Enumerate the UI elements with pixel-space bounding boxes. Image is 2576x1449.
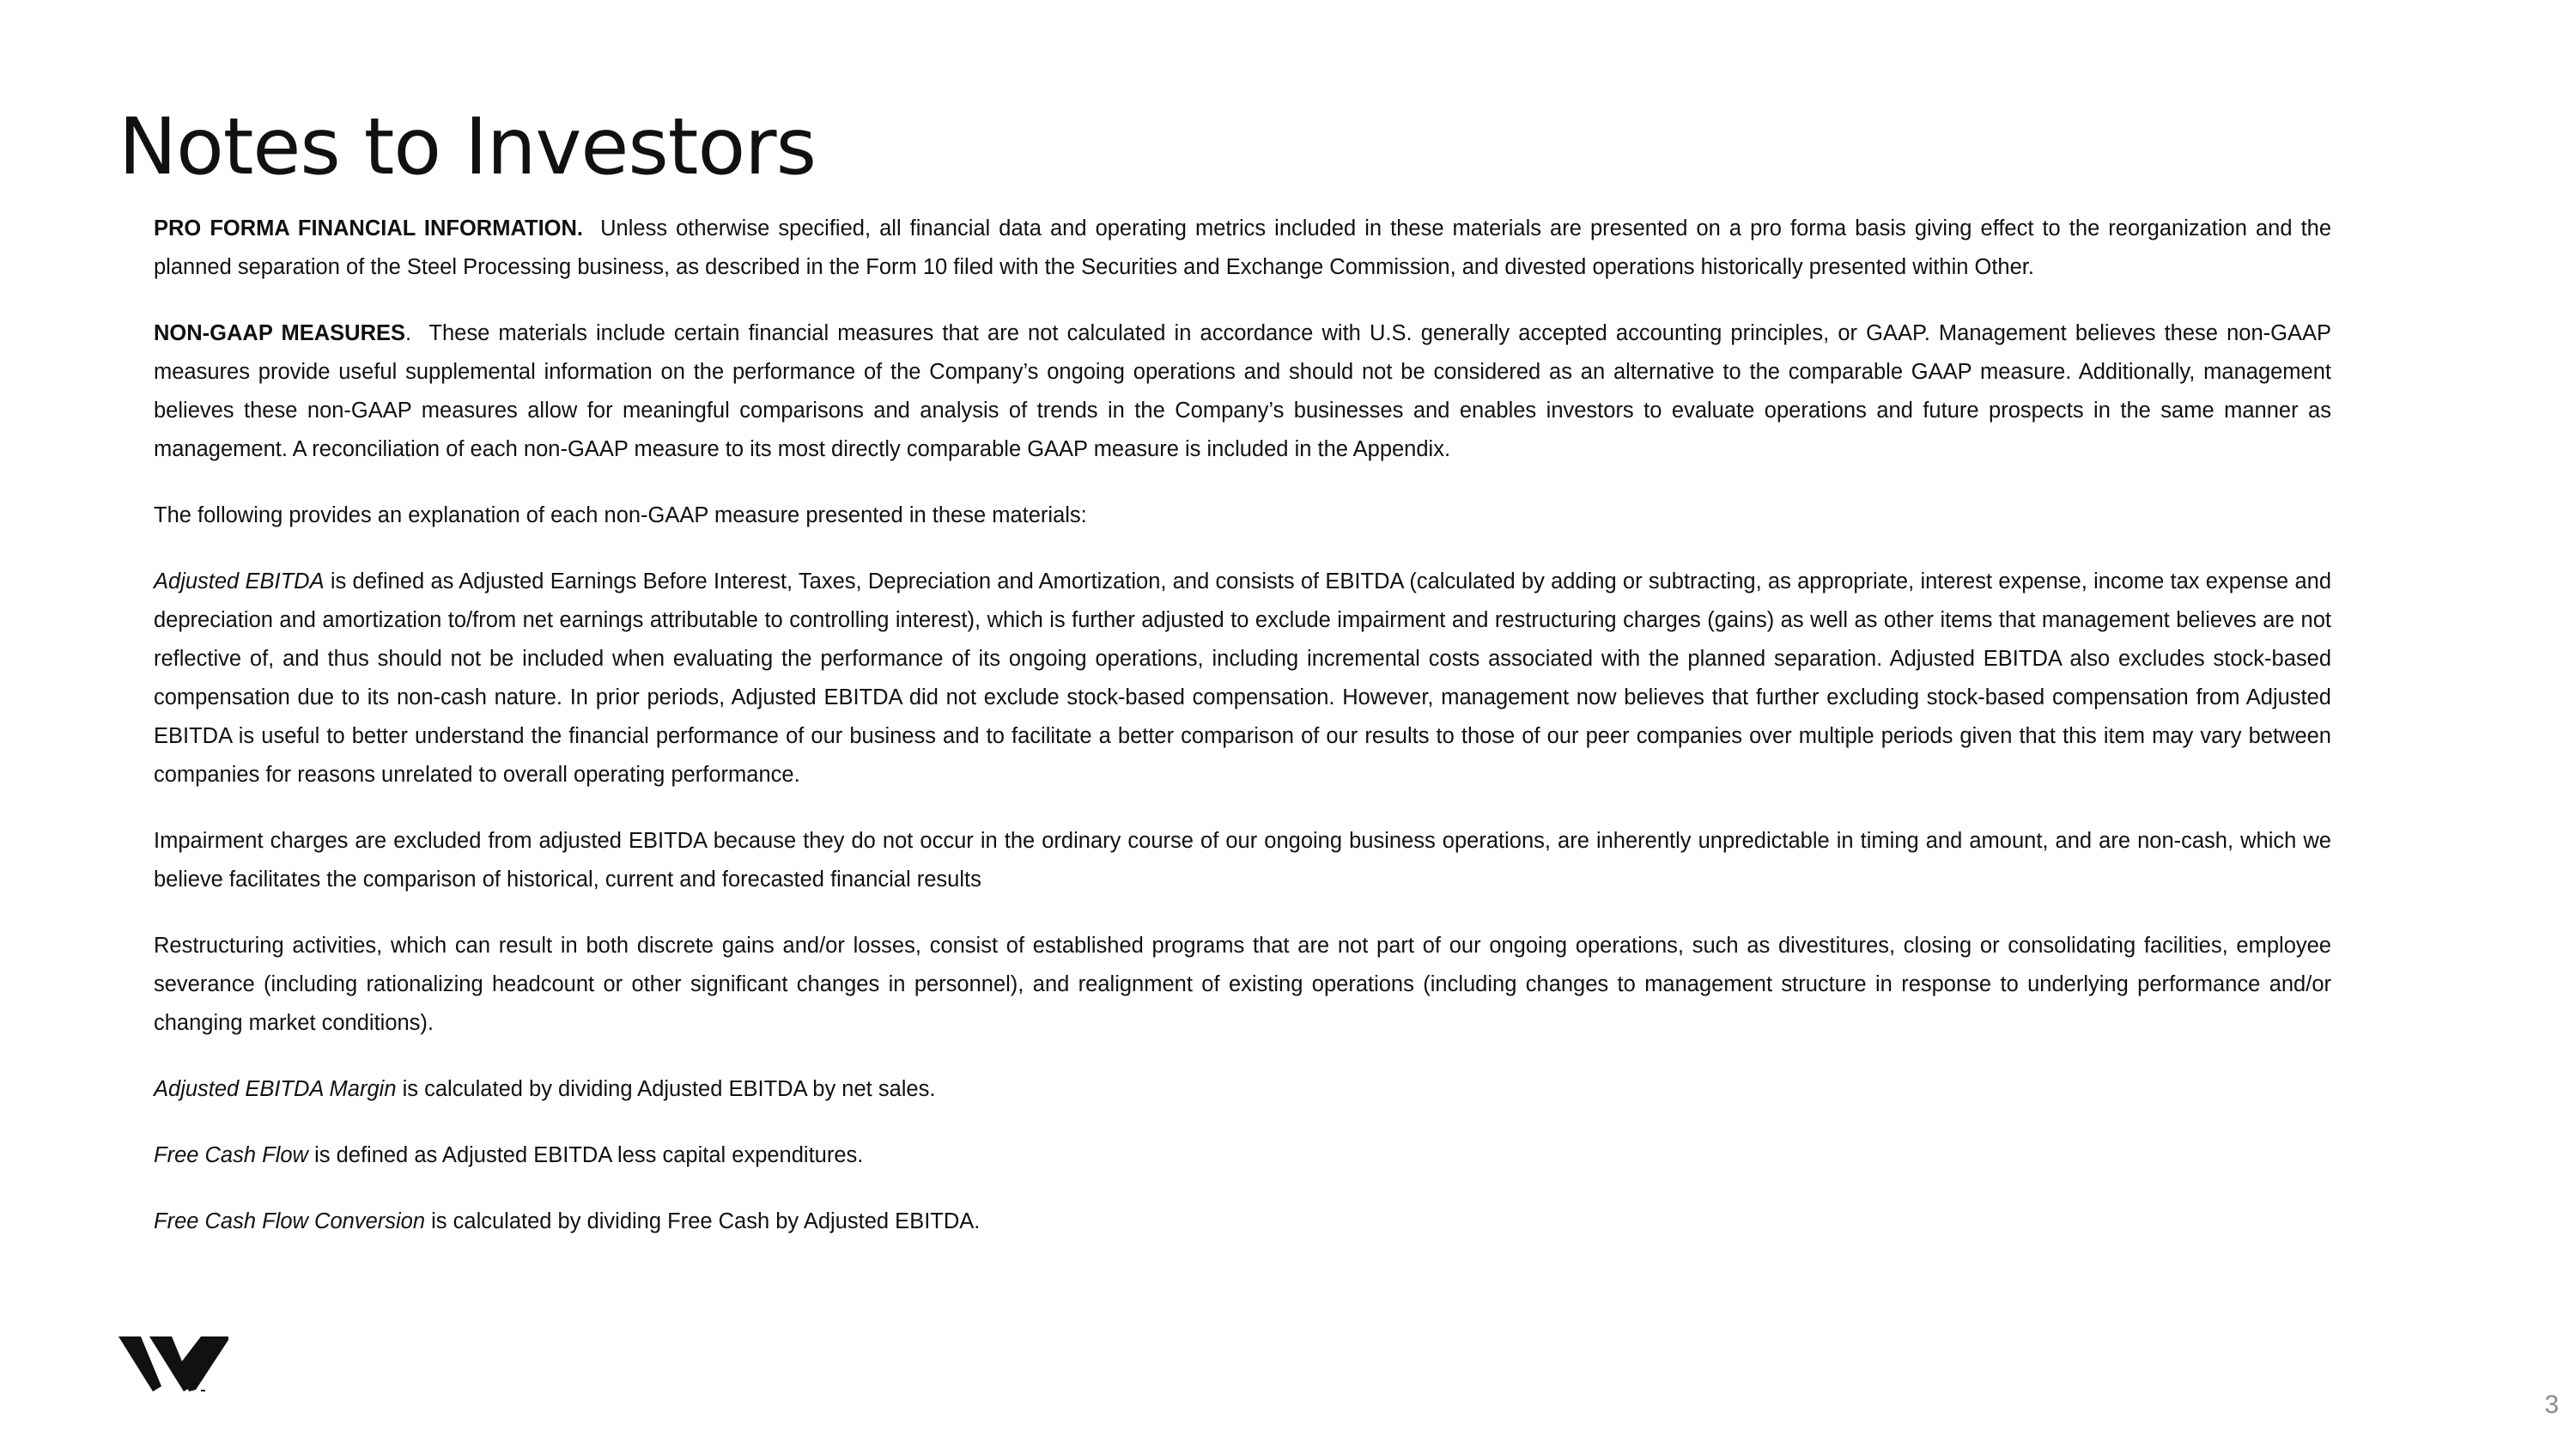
adjusted-ebitda-margin-term: Adjusted EBITDA Margin <box>154 1077 397 1101</box>
non-gaap-text: These materials include certain financial measures that are not calculated in accordance with U.S. generally accepted accounting principles, or GAAP. Management believes these non-GAAP measures provide useful supplemental information on the performance of the Company’s ongoing operations and should not be considered as an alternative to the comparable GAAP measure. Additionally, management believes these non-GAAP measures allow for meaningful comparisons and analysis of trends in the Company’s businesses and enables investors to evaluate operations and future prospects in the same manner as management. A reconciliation of each non-GAAP measure to its most directly comparable GAAP measure is included in the Appendix. <box>154 321 2331 461</box>
non-gaap-paragraph <box>154 314 2331 469</box>
pro-forma-text: Unless otherwise specified, all financial data and operating metrics included in these materials are presented on a pro forma basis giving effect to the reorganization and the planned separation of the Steel Processing business, as described in the Form 10 filed with the Securities and Exchange Commission, and divested operations historically presented within Other. <box>154 216 2332 279</box>
company-w-logo-icon <box>118 1331 228 1397</box>
pro-forma-label: PRO FORMA FINANCIAL INFORMATION. <box>154 216 583 240</box>
free-cash-flow-conversion-term: Free Cash Flow Conversion <box>154 1209 426 1233</box>
free-cash-flow-text: is defined as Adjusted EBITDA less capital expenditures. <box>314 1143 864 1167</box>
adjusted-ebitda-margin-text: is calculated by dividing Adjusted EBITDA by net sales. <box>402 1077 936 1101</box>
non-gaap-label: NON-GAAP MEASURES <box>154 321 406 345</box>
adjusted-ebitda-paragraph <box>154 563 2331 795</box>
adjusted-ebitda-text: is defined as Adjusted Earnings Before Interest, Taxes, Depreciation and Amortization, and consists of EBITDA (calculated by adding or subtracting, as appropriate, interest expense, income tax expense and depreciation and amortization to/from net earnings attributable to controlling interest), which is further adjusted to exclude impairment and restructuring charges (gains) as well as other items that management believes are not reflective of, and thus should not be included when evaluating the performance of its ongoing operations, including incremental costs associated with the planned separation. Adjusted EBITDA also excludes stock-based compensation due to its non-cash nature. In prior periods, Adjusted EBITDA did not exclude stock-based compensation. However, management now believes that further excluding stock-based compensation from Adjusted EBITDA is useful to better understand the financial performance of our business and to facilitate a better comparison of our results to those of our peer companies over multiple periods given that this item may vary between companies for reasons unrelated to overall operating performance. <box>154 569 2332 787</box>
free-cash-flow-term: Free Cash Flow <box>154 1143 308 1167</box>
notes-body <box>154 210 2331 1241</box>
page-number: 3 <box>2544 1391 2559 1419</box>
restructuring-paragraph: Restructuring activities, which can result in both discrete gains and/or losses, consist of established programs that are not part of our ongoing operations, such as divestitures, closing or consolidating facilities, employee severance (including rationalizing headcount or other significant changes in personnel), and realignment of existing operations (including changes to management structure in response to underlying performance and/or changing market conditions). <box>154 934 2331 1035</box>
logo-shape <box>118 1336 228 1391</box>
explanation-intro-paragraph: The following provides an explanation of each non-GAAP measure presented in these materials: <box>154 503 1087 527</box>
impairment-paragraph: Impairment charges are excluded from adjusted EBITDA because they do not occur in the ordinary course of our ongoing business operations, are inherently unpredictable in timing and amount, and are non-cash, which we believe facilitates the comparison of historical, current and forecasted financial results <box>154 829 2331 892</box>
non-gaap-label-punct: . <box>405 321 412 345</box>
adjusted-ebitda-term: Adjusted EBITDA <box>154 569 325 594</box>
page-title: Notes to Investors <box>118 102 816 192</box>
free-cash-flow-paragraph <box>154 1136 2331 1175</box>
free-cash-flow-conversion-paragraph <box>154 1202 2331 1241</box>
free-cash-flow-conversion-text: is calculated by dividing Free Cash by Adjusted EBITDA. <box>431 1209 981 1233</box>
adjusted-ebitda-margin-paragraph <box>154 1070 2331 1109</box>
pro-forma-paragraph <box>154 210 2331 287</box>
